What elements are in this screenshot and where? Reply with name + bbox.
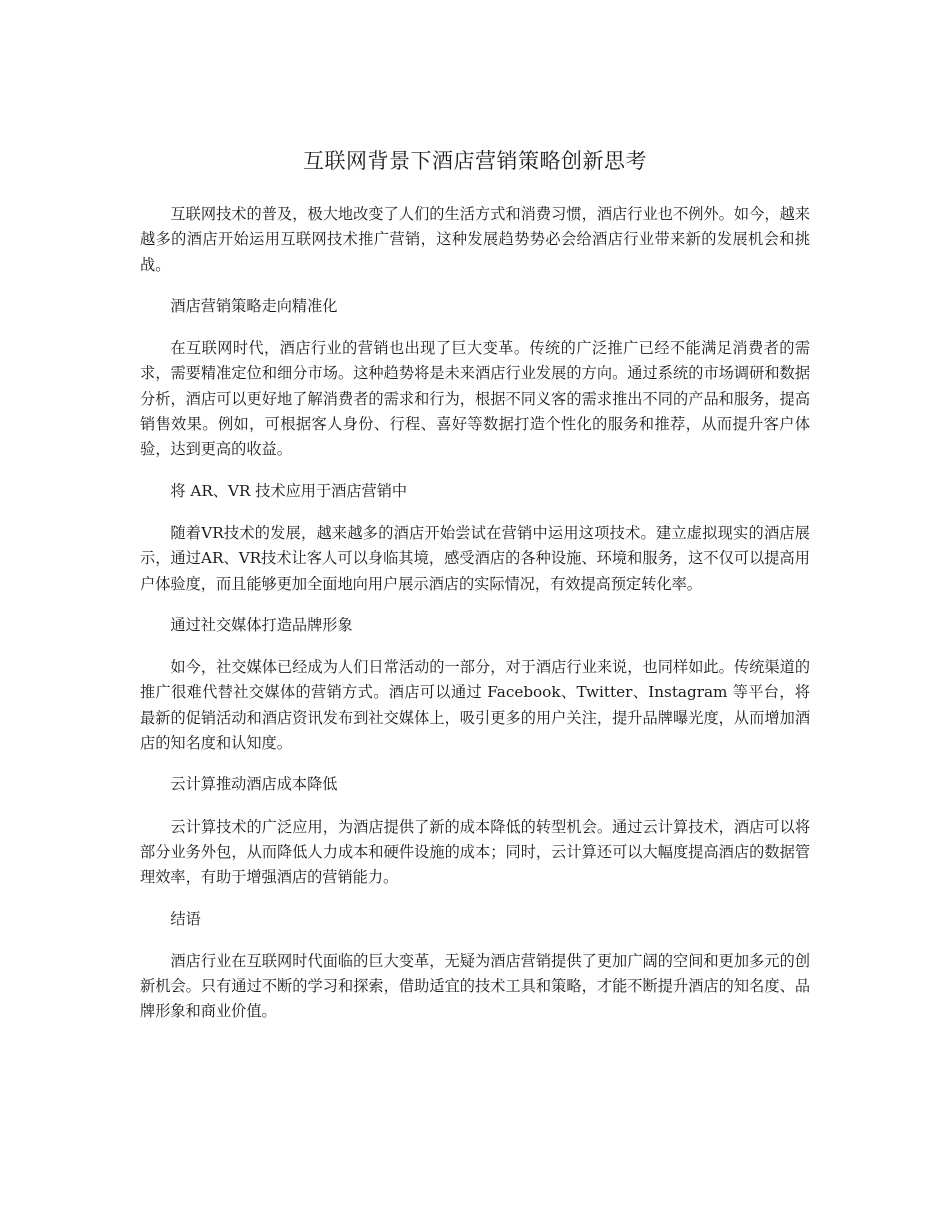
- section-paragraph-conclusion: 酒店行业在互联网时代面临的巨大变革，无疑为酒店营销提供了更加广阔的空间和更加多元的创新机会。只有通过不断的学习和探索，借助适宜的技术工具和策略，才能不断提升酒店的知名度、品牌形象和商业价值。: [140, 951, 810, 1021]
- section-paragraph-cloud-computing: 云计算技术的广泛应用，为酒店提供了新的成本降低的转型机会。通过云计算技术，酒店可以将部分业务外包，从而降低人力成本和硬件设施的成本；同时，云计算还可以大幅度提高酒店的数据管理效率，有助于增强酒店的营销能力。: [140, 817, 810, 887]
- section-heading-ar-vr: 将 AR、VR 技术应用于酒店营销中: [170, 481, 408, 500]
- intro-paragraph: 互联网技术的普及，极大地改变了人们的生活方式和消费习惯，酒店行业也不例外。如今，越来越多的酒店开始运用互联网技术推广营销，这种发展趋势势必会给酒店行业带来新的发展机会和挑战。: [140, 205, 810, 274]
- section-paragraph-precision-marketing: 在互联网时代，酒店行业的营销也出现了巨大变革。传统的广泛推广已经不能满足消费者的需求，需要精准定位和细分市场。这种趋势将是未来酒店行业发展的方向。通过系统的市场调研和数据分析，酒店可以更好地了解消费者的需求和行为，根据不同义客的需求推出不同的产品和服务，提高销售效果。例如，可根据客人身份、行程、喜好等数据打造个性化的服务和推荐，从而提升客户体验，达到更高的收益。: [140, 339, 810, 459]
- document-body: [140, 202, 810, 1041]
- section-heading-precision-marketing: 酒店营销策略走向精准化: [170, 296, 338, 315]
- section-paragraph-social-media: 如今，社交媒体已经成为人们日常活动的一部分，对于酒店行业来说，也同样如此。传统渠道的推广很难代替社交媒体的营销方式。酒店可以通过 Facebook、Twitter、Instagram 等平台，将最新的促销活动和酒店资讯发布到社交媒体上，吸引更多的用户关注，提升品牌曝光度，从而增加酒店的知名度和认知度。: [140, 658, 810, 753]
- section-paragraph-ar-vr: 随着VR技术的发展，越来越多的酒店开始尝试在营销中运用这项技术。建立虚拟现实的酒店展示，通过AR、VR技术让客人可以身临其境，感受酒店的各种设施、环境和服务，这不仅可以提高用户体验度，而且能够更加全面地向用户展示酒店的实际情况，有效提高预定转化率。: [140, 523, 810, 593]
- section-heading-conclusion: 结语: [170, 909, 201, 928]
- section-heading-social-media: 通过社交媒体打造品牌形象: [170, 615, 353, 634]
- document-title: 互联网背景下酒店营销策略创新思考: [303, 149, 647, 173]
- section-heading-cloud-computing: 云计算推动酒店成本降低: [170, 775, 338, 794]
